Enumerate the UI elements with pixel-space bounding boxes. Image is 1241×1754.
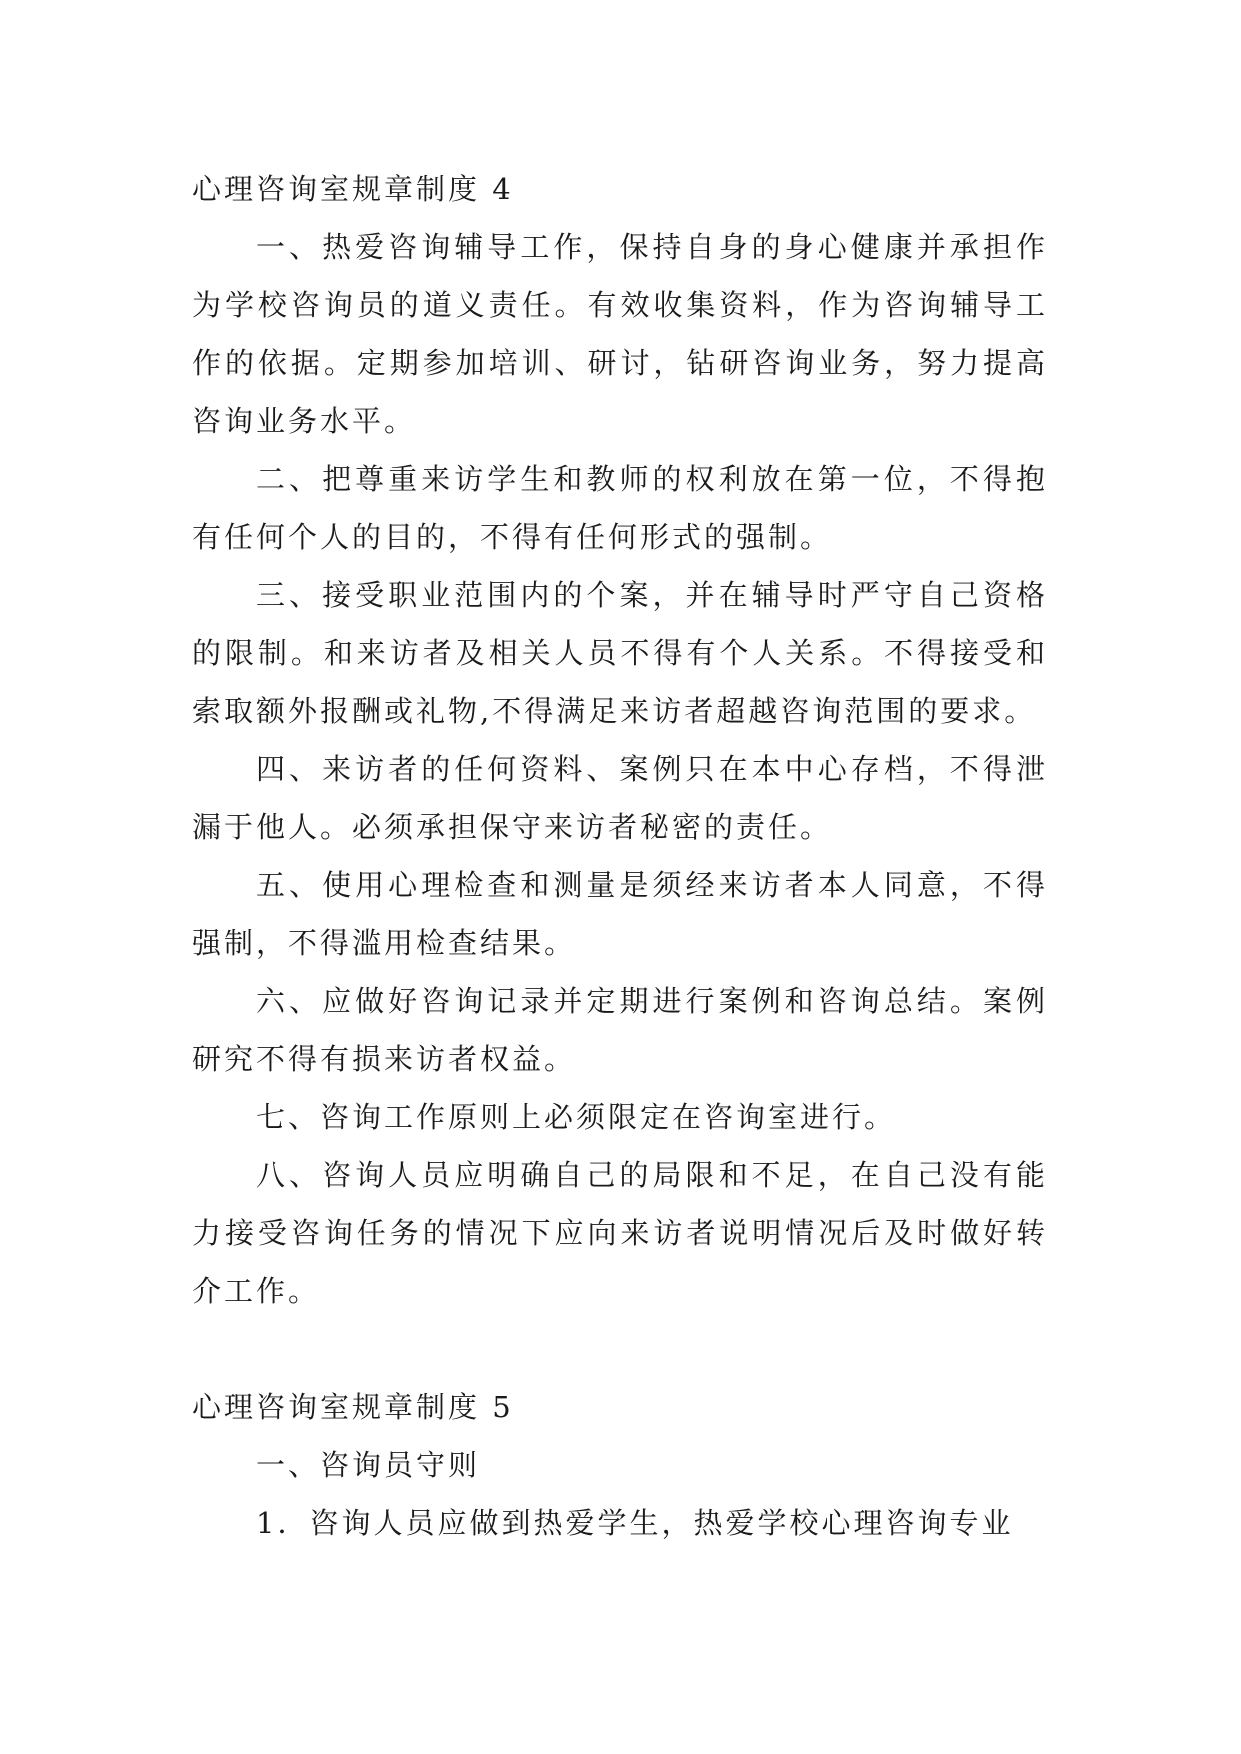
paragraph: 1．咨询人员应做到热爱学生，热爱学校心理咨询专业 bbox=[256, 1506, 1014, 1540]
paragraph: 一、热爱咨询辅导工作，保持自身的身心健康并承担作为学校咨询员的道义责任。有效收集资料，作为咨询辅导工作的依据。定期参加培训、研讨，钻研咨询业务，努力提高咨询业务水平。 bbox=[192, 230, 1048, 438]
paragraph: 六、应做好咨询记录并定期进行案例和咨询总结。案例研究不得有损来访者权益。 bbox=[192, 984, 1048, 1076]
paragraph: 八、咨询人员应明确自己的局限和不足，在自己没有能力接受咨询任务的情况下应向来访者说明情况后及时做好转介工作。 bbox=[192, 1158, 1048, 1308]
section-title: 心理咨询室规章制度 5 bbox=[192, 1390, 514, 1424]
paragraph: 一、咨询员守则 bbox=[256, 1448, 481, 1482]
paragraph: 五、使用心理检查和测量是须经来访者本人同意，不得强制，不得滥用检查结果。 bbox=[192, 868, 1048, 960]
section-4 bbox=[192, 160, 1048, 1320]
document-body bbox=[192, 160, 1048, 1552]
paragraph: 二、把尊重来访学生和教师的权利放在第一位，不得抱有任何个人的目的，不得有任何形式的强制。 bbox=[192, 462, 1048, 554]
paragraph: 四、来访者的任何资料、案例只在本中心存档，不得泄漏于他人。必须承担保守来访者秘密的责任。 bbox=[192, 752, 1048, 844]
paragraph: 七、咨询工作原则上必须限定在咨询室进行。 bbox=[256, 1100, 897, 1134]
section-title: 心理咨询室规章制度 4 bbox=[192, 172, 514, 206]
section-divider-space bbox=[192, 1320, 1048, 1378]
section-5 bbox=[192, 1378, 1048, 1552]
paragraph: 三、接受职业范围内的个案，并在辅导时严守自己资格的限制。和来访者及相关人员不得有个人关系。不得接受和索取额外报酬或礼物,不得满足来访者超越咨询范围的要求。 bbox=[192, 578, 1048, 728]
